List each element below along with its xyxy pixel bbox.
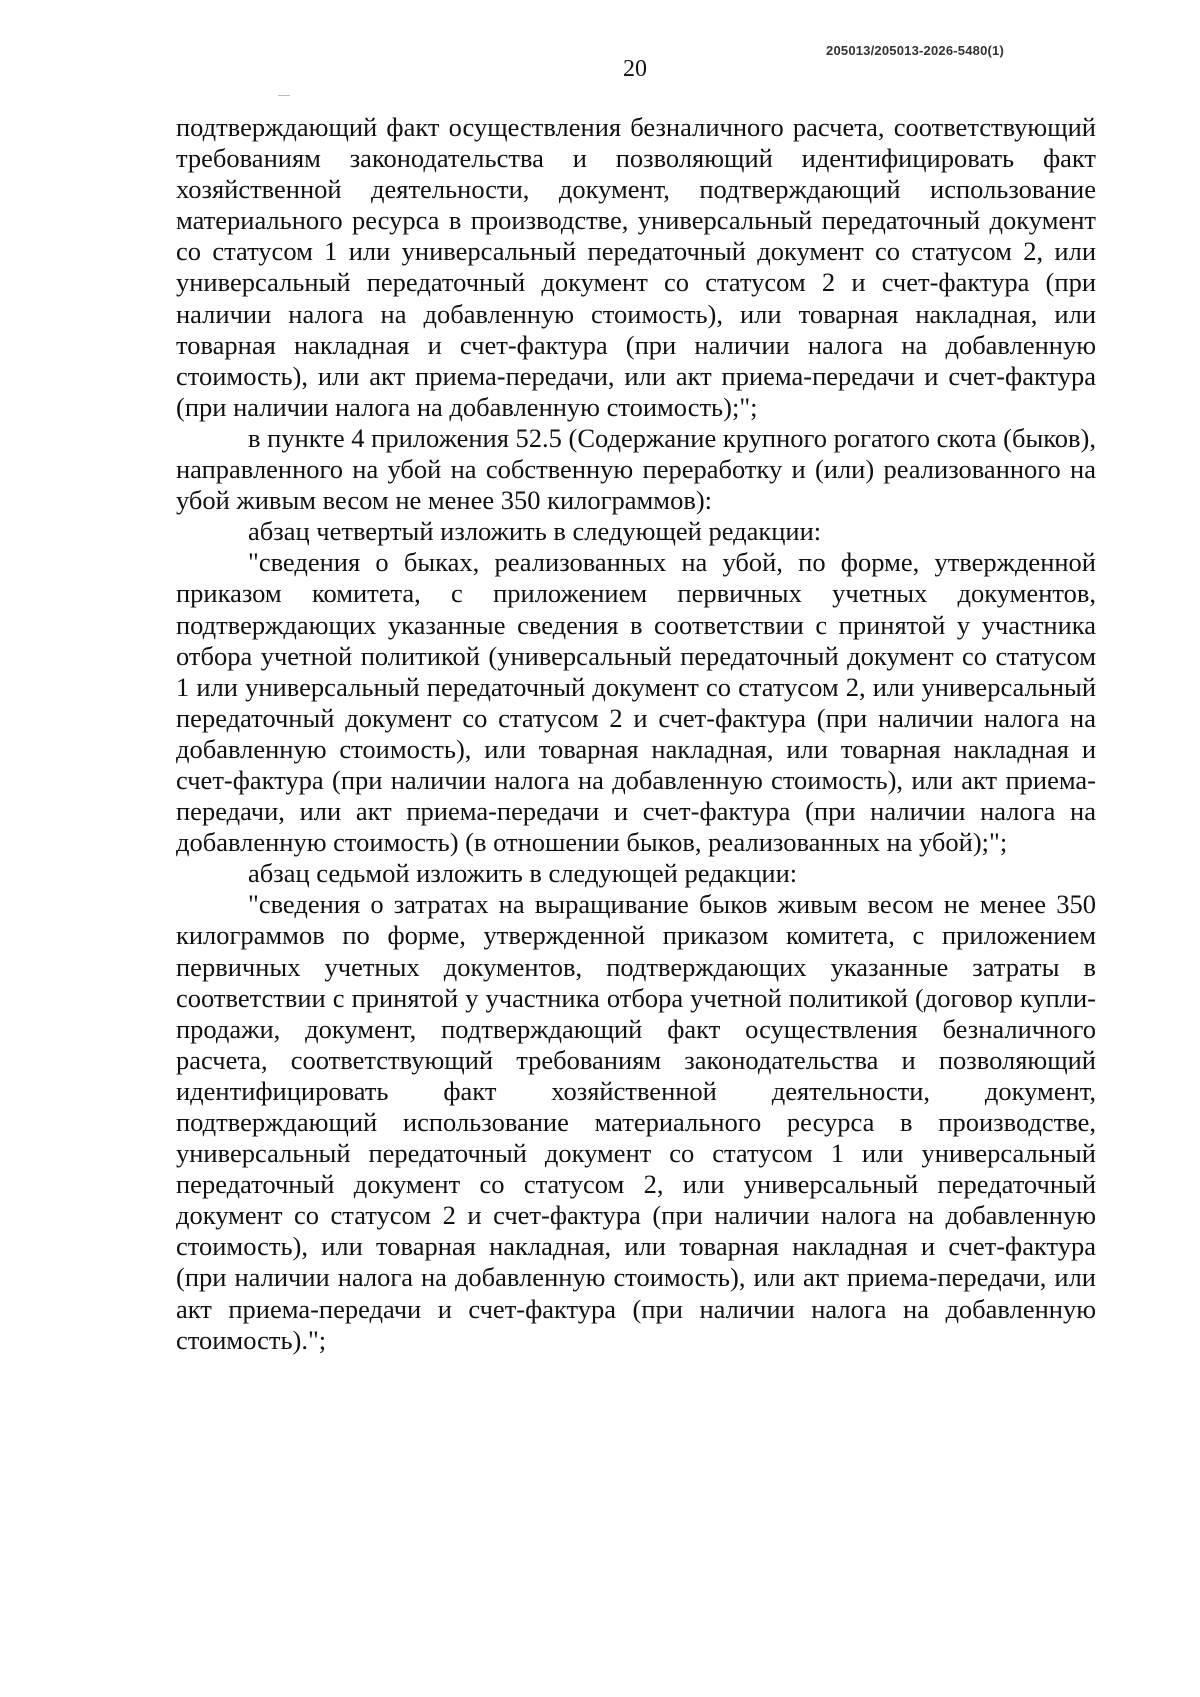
scan-artifact	[278, 95, 290, 96]
paragraph-abzac-4-text: "сведения о быках, реализованных на убой, по форме, утвержденной приказом комитета, с приложением первичных учетных документов, подтверждающих указанные сведения в соответствии с принятой у участника отбора учетной политикой (универсальный передаточный документ со статусом 1 или универсальный передаточный документ со статусом 2, или универсальный передаточный документ со статусом 2 и счет-фактура (при наличии налога на добавленную стоимость), или товарная накладная, или товарная накладная и счет-фактура (при наличии налога на добавленную стоимость), или акт приема-передачи, или акт приема-передачи и счет-фактура (при наличии налога на добавленную стоимость) (в отношении быков, реализованных на убой);";	[176, 547, 1096, 858]
document-id: 205013/205013-2026-5480(1)	[826, 43, 1004, 58]
document-body	[176, 112, 1096, 1356]
paragraph-abzac-7-text: "сведения о затратах на выращивание быков живым весом не менее 350 килограммов по форме, утвержденной приказом комитета, с приложением первичных учетных документов, подтверждающих указанные затраты в соответствии с принятой у участника отбора учетной политикой (договор купли-продажи, документ, подтверждающий факт осуществления безналичного расчета, соответствующий требованиям законодательства и позволяющий идентифицировать факт хозяйственной деятельности, документ, подтверждающий использование материального ресурса в производстве, универсальный передаточный документ со статусом 1 или универсальный передаточный документ со статусом 2, или универсальный передаточный документ со статусом 2 и счет-фактура (при наличии налога на добавленную стоимость), или товарная накладная, или товарная накладная и счет-фактура (при наличии налога на добавленную стоимость), или акт приема-передачи, или акт приема-передачи и счет-фактура (при наличии налога на добавленную стоимость).";	[176, 889, 1096, 1355]
paragraph-abzac-4-heading: абзац четвертый изложить в следующей редакции:	[248, 516, 822, 547]
paragraph-continuation: подтверждающий факт осуществления безналичного расчета, соответствующий требованиям законодательства и позволяющий идентифицировать факт хозяйственной деятельности, документ, подтверждающий использование материального ресурса в производстве, универсальный передаточный документ со статусом 1 или универсальный передаточный документ со статусом 2, или универсальный передаточный документ со статусом 2 и счет-фактура (при наличии налога на добавленную стоимость), или товарная накладная, или товарная накладная и счет-фактура (при наличии налога на добавленную стоимость), или акт приема-передачи, или акт приема-передачи и счет-фактура (при наличии налога на добавленную стоимость);";	[176, 112, 1096, 422]
page-number: 20	[623, 56, 647, 82]
paragraph-abzac-7-heading: абзац седьмой изложить в следующей редакции:	[248, 858, 798, 889]
paragraph-item-4: в пункте 4 приложения 52.5 (Содержание крупного рогатого скота (быков), направленного на убой на собственную переработку и (или) реализованного на убой живым весом не менее 350 килограммов):	[176, 422, 1096, 516]
